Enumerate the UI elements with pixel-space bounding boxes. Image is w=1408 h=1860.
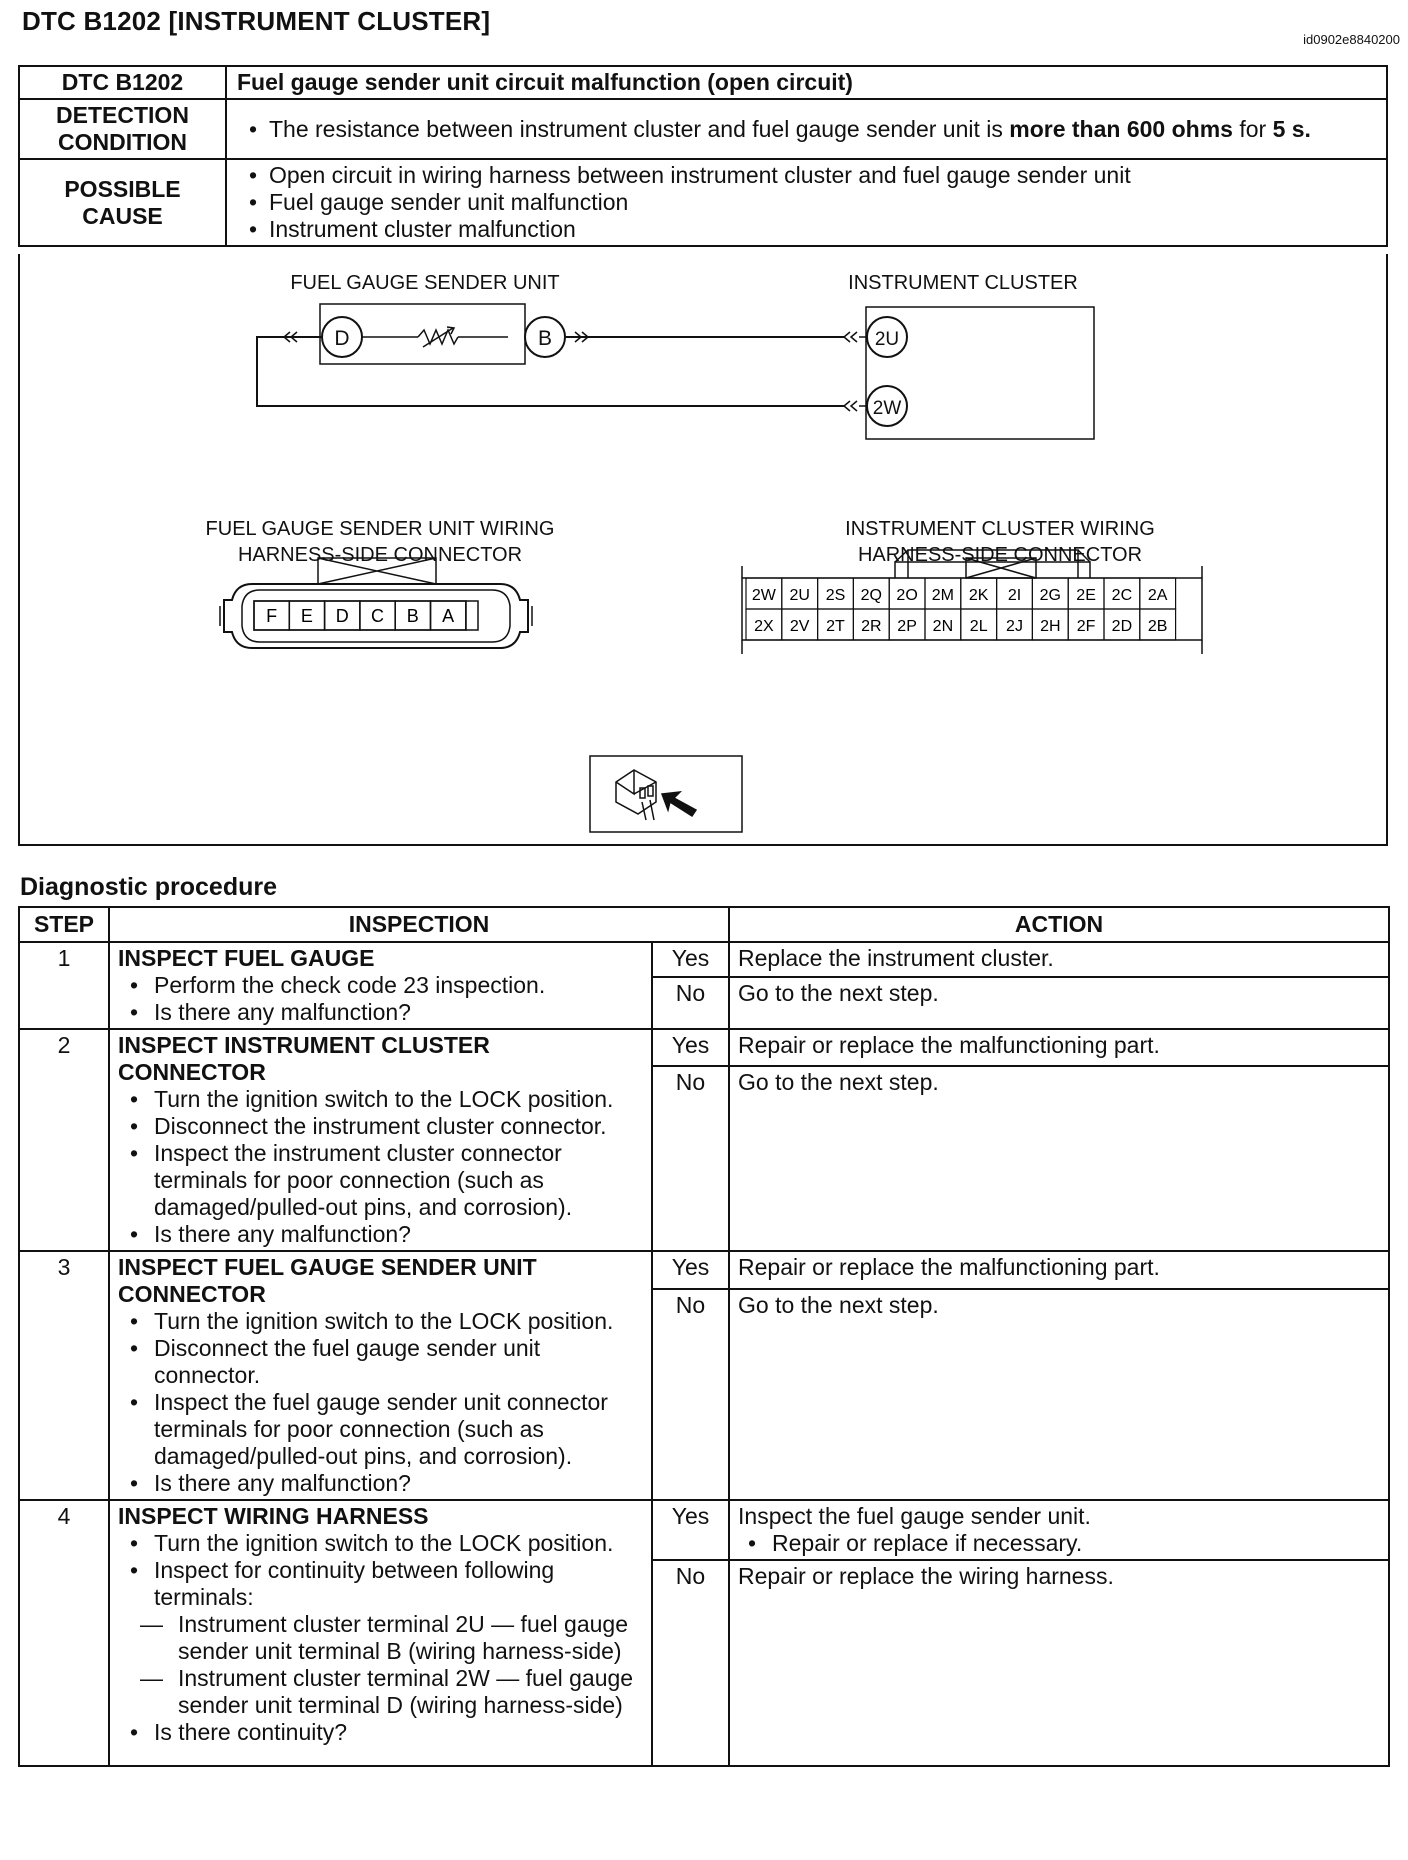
- sender-unit-label: FUEL GAUGE SENDER UNIT: [290, 272, 560, 294]
- cluster-connector-label: INSTRUMENT CLUSTER WIRING HARNESS-SIDE CONNECTOR: [845, 518, 1155, 566]
- sender-pin-label: B: [406, 606, 419, 626]
- yes-action: Repair or replace the malfunctioning part.: [729, 1251, 1389, 1289]
- step-row: [19, 1251, 1389, 1289]
- yes-action: Inspect the fuel gauge sender unit.: [738, 1503, 1091, 1529]
- cluster-pins: [746, 578, 1176, 640]
- no-action: Go to the next step.: [729, 1066, 1389, 1251]
- cluster-pin-label: 2V: [789, 618, 810, 635]
- no-label: No: [652, 1066, 729, 1251]
- no-label: No: [652, 977, 729, 1029]
- sender-connector-label: FUEL GAUGE SENDER UNIT WIRING HARNESS-SIDE CONNECTOR: [205, 518, 555, 566]
- detection-condition-label: DETECTION CONDITION: [19, 99, 226, 159]
- cluster-pin-label: 2S: [825, 587, 846, 604]
- inspection-bullet: • Is there any malfunction?: [130, 1221, 643, 1248]
- yes-label: Yes: [652, 942, 729, 977]
- yes-label: Yes: [652, 1251, 729, 1289]
- inspection-cell: [109, 1500, 652, 1766]
- terminal-2w-label: 2W: [872, 398, 902, 419]
- yes-action-sub: • Repair or replace if necessary.: [748, 1530, 1380, 1557]
- inspection-sub-item: — Instrument cluster terminal 2U — fuel gauge sender unit terminal B (wiring harness-side): [130, 1611, 643, 1665]
- sender-pins: [254, 601, 466, 630]
- connector-chevron: [844, 401, 857, 411]
- inspection-bullet: • Is there any malfunction?: [130, 1470, 643, 1497]
- step-number: 2: [19, 1029, 109, 1251]
- detection-condition-row: [19, 99, 1387, 159]
- yes-action: Repair or replace the malfunctioning part.: [729, 1029, 1389, 1066]
- cluster-pin-label: 2W: [751, 587, 776, 604]
- inspection-title: INSPECT INSTRUMENT CLUSTER CONNECTOR: [118, 1032, 490, 1085]
- cluster-pin-label: 2B: [1147, 618, 1168, 635]
- cluster-pin-label: 2I: [1007, 587, 1022, 604]
- inspection-bullet: • Is there continuity?: [130, 1719, 643, 1746]
- detection-condition-cell: [226, 99, 1387, 159]
- inspection-bullet: • Turn the ignition switch to the LOCK position.: [130, 1530, 643, 1557]
- inspection-title: INSPECT FUEL GAUGE: [118, 945, 375, 971]
- procedure-table: [18, 906, 1390, 1767]
- no-action: Go to the next step.: [729, 1289, 1389, 1500]
- possible-cause-item: • Instrument cluster malfunction: [249, 216, 1376, 243]
- document-id: id0902e8840200: [1303, 32, 1400, 47]
- cluster-pin-label: 2A: [1147, 587, 1168, 604]
- cluster-pin-label: 2H: [1040, 618, 1061, 635]
- sender-pin-label: F: [266, 606, 278, 626]
- inspection-bullet: • Disconnect the fuel gauge sender unit connector.: [130, 1335, 643, 1389]
- cluster-pin-label: 2R: [861, 618, 882, 635]
- sender-connector: [220, 558, 532, 648]
- cluster-pin-label: 2M: [931, 587, 955, 604]
- inspection-bullet: • Disconnect the instrument cluster connector.: [130, 1113, 643, 1140]
- no-action: Repair or replace the wiring harness.: [729, 1560, 1389, 1766]
- no-action: Go to the next step.: [729, 977, 1389, 1029]
- terminal-b-label: B: [537, 327, 553, 350]
- sender-pin-label: C: [371, 606, 384, 626]
- cluster-pin-label: 2D: [1111, 618, 1133, 635]
- yes-action: Replace the instrument cluster.: [729, 942, 1389, 977]
- cluster-pin-label: 2K: [968, 587, 989, 604]
- inspection-cell: [109, 1029, 652, 1251]
- detection-condition-text: • The resistance between instrument cluster and fuel gauge sender unit is more than 600 ohms for 5 s.: [249, 116, 1376, 143]
- inspection-bullet: • Turn the ignition switch to the LOCK position.: [130, 1308, 643, 1335]
- step-number: 4: [19, 1500, 109, 1766]
- no-label: No: [652, 1289, 729, 1500]
- inspection-sub-item: — Instrument cluster terminal 2W — fuel gauge sender unit terminal D (wiring harness-side): [130, 1665, 643, 1719]
- sender-pin-label: A: [442, 606, 455, 626]
- dtc-code-label: DTC B1202: [19, 66, 226, 99]
- no-label: No: [652, 1560, 729, 1766]
- inspection-bullet: • Turn the ignition switch to the LOCK position.: [130, 1086, 643, 1113]
- step-number: 1: [19, 942, 109, 1029]
- step-number: 3: [19, 1251, 109, 1500]
- column-header-inspection: INSPECTION: [109, 907, 729, 942]
- cluster-pin-label: 2J: [1006, 618, 1023, 635]
- yes-label: Yes: [652, 1500, 729, 1560]
- cluster-pin-label: 2E: [1076, 587, 1096, 604]
- possible-cause-label: POSSIBLE CAUSE: [19, 159, 226, 246]
- connector-chevron: [844, 332, 857, 342]
- inspection-bullet: • Inspect the fuel gauge sender unit connector terminals for poor connection (such as damaged/pulled-out pins, and corrosion).: [130, 1389, 643, 1470]
- cluster-pin-label: 2L: [969, 618, 988, 635]
- cluster-pin-label: 2T: [826, 618, 845, 635]
- possible-cause-row: [19, 159, 1387, 246]
- possible-cause-cell: [226, 159, 1387, 246]
- dtc-row: [19, 66, 1387, 99]
- cluster-pin-label: 2X: [754, 618, 774, 635]
- sender-pin-label: E: [300, 606, 313, 626]
- dtc-info-table: [18, 65, 1388, 247]
- procedure-header-row: [19, 907, 1389, 942]
- inspection-bullet: • Inspect for continuity between following terminals:: [130, 1557, 643, 1611]
- page-title: DTC B1202 [INSTRUMENT CLUSTER]: [22, 6, 491, 36]
- cluster-pin-label: 2Q: [860, 587, 882, 604]
- sender-pin-label: D: [335, 606, 349, 626]
- inspection-bullet: • Is there any malfunction?: [130, 999, 643, 1026]
- inspection-cell: [109, 1251, 652, 1500]
- column-header-action: ACTION: [729, 907, 1389, 942]
- cluster-pin-label: 2N: [932, 618, 954, 635]
- cluster-pin-label: 2F: [1076, 618, 1096, 635]
- cluster-pin-label: 2U: [789, 587, 810, 604]
- terminal-2u-label: 2U: [874, 329, 900, 350]
- yes-action-cell: [729, 1500, 1389, 1560]
- yes-label: Yes: [652, 1029, 729, 1066]
- inspection-bullet: • Perform the check code 23 inspection.: [130, 972, 643, 999]
- step-row: [19, 1029, 1389, 1066]
- step-row: [19, 942, 1389, 977]
- inspection-title: INSPECT FUEL GAUGE SENDER UNIT CONNECTOR: [118, 1254, 537, 1307]
- cluster-pin-label: 2P: [897, 618, 917, 635]
- procedure-heading: Diagnostic procedure: [20, 873, 277, 901]
- possible-cause-item: • Fuel gauge sender unit malfunction: [249, 189, 1376, 216]
- instrument-cluster-label: INSTRUMENT CLUSTER: [848, 272, 1078, 294]
- wiring-diagram: [18, 254, 1388, 846]
- column-header-step: STEP: [19, 907, 109, 942]
- dtc-description: Fuel gauge sender unit circuit malfunction (open circuit): [226, 66, 1387, 99]
- wiring-schematic: [20, 254, 1390, 846]
- inspection-title: INSPECT WIRING HARNESS: [118, 1503, 429, 1529]
- step-row: [19, 1500, 1389, 1560]
- terminal-d-label: D: [334, 327, 350, 350]
- inspection-cell: [109, 942, 652, 1029]
- cluster-pin-label: 2C: [1111, 587, 1133, 604]
- probe-test-icon: [590, 756, 742, 832]
- inspection-bullet: • Inspect the instrument cluster connector terminals for poor connection (such as damaged/pulled-out pins, and corrosion).: [130, 1140, 643, 1221]
- cluster-pin-label: 2G: [1039, 587, 1061, 604]
- possible-cause-item: • Open circuit in wiring harness between instrument cluster and fuel gauge sender unit: [249, 162, 1376, 189]
- cluster-pin-label: 2O: [896, 587, 918, 604]
